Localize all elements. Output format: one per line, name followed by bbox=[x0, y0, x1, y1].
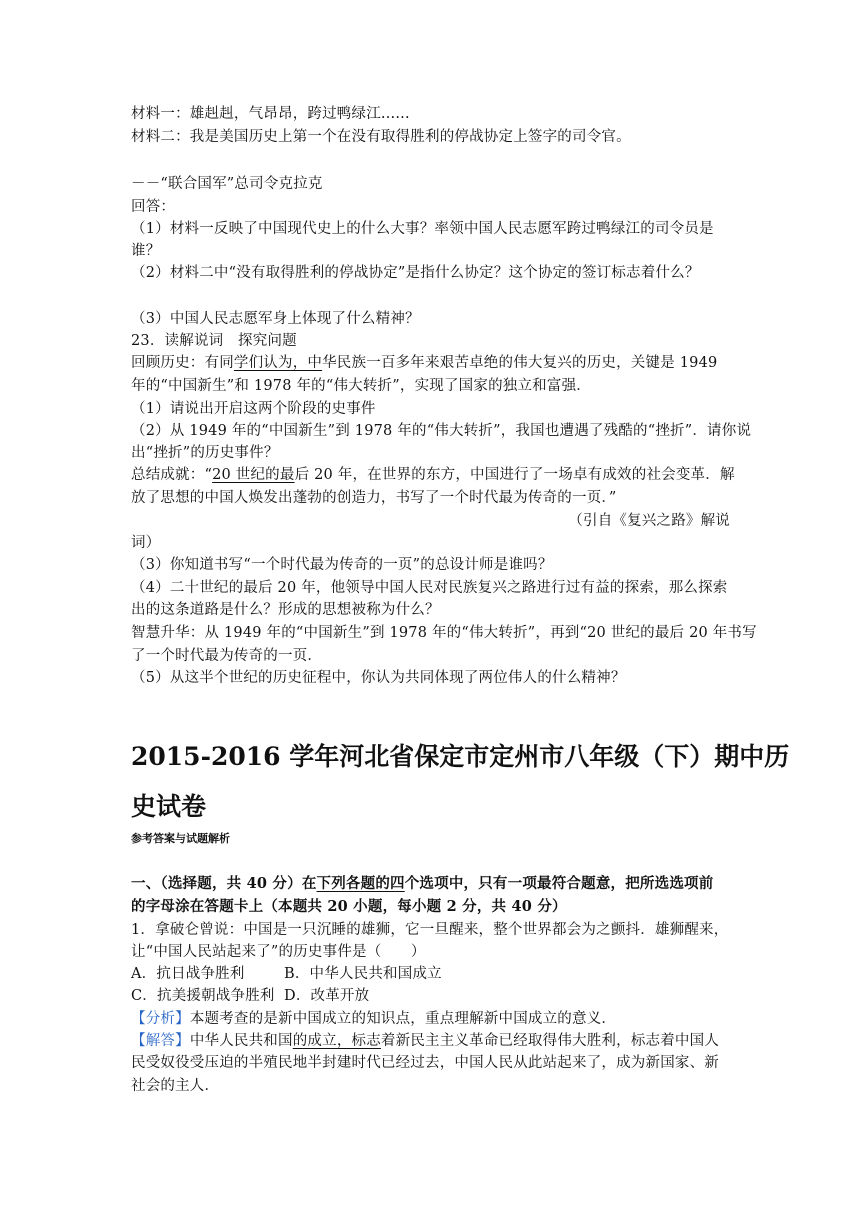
q23-summary-text-1: 总结成就：“ bbox=[131, 467, 213, 483]
solution-line3: 社会的主人． bbox=[131, 1078, 220, 1094]
solution-text-1: 中华人民共和国 bbox=[189, 1033, 293, 1049]
solution-underlined: 的成立，标志 bbox=[292, 1033, 381, 1049]
section1-text-2: 个选项中，只有一项最符合题意，把所选选项前 bbox=[404, 875, 714, 892]
solution-tag: 【解答】 bbox=[131, 1033, 190, 1049]
exam-title-line1: 2015-2016 学年河北省保定市定州市八年级（下）期中历 bbox=[131, 742, 790, 771]
q23-part5: （5）从这半个世纪的历史征程中，你认为共同体现了两位伟人的什么精神？ bbox=[131, 670, 626, 686]
q23-review-text-1: 回顾历史：有同 bbox=[131, 355, 234, 371]
q1-option-b: B．中华人民共和国成立 bbox=[284, 966, 442, 982]
q1-options-row2 bbox=[131, 985, 731, 1007]
material-1: 材料一：雄赳赳，气昂昂，跨过鸭绿江...... bbox=[131, 106, 410, 122]
material-2: 材料二：我是美国历史上第一个在没有取得胜利的停战协定上签字的司令官。 bbox=[131, 129, 631, 145]
q23-summary-underlined: 20 世纪的最 bbox=[212, 467, 295, 483]
section1-underlined: 下列各题的四 bbox=[316, 875, 405, 892]
solution-line1 bbox=[131, 1030, 731, 1052]
q23-citation-line1: （引自《复兴之路》解说 bbox=[568, 513, 730, 529]
q22-part1-line1: （1）材料一反映了中国现代史上的什么大事？率领中国人民志愿军跨过鸭绿江的司令员是 bbox=[131, 221, 714, 237]
solution-text-2: 着新民主主义革命已经取得伟大胜利，标志着中国人 bbox=[380, 1033, 720, 1049]
q1-option-d: D．改革开放 bbox=[284, 988, 370, 1004]
q23-wisdom-line1: 智慧升华：从 1949 年的“中国新生”到 1978 年的“伟大转折”，再到“20 世纪的最后 20 年书写 bbox=[131, 625, 757, 641]
q23-part4-line2: 出的这条道路是什么？形成的思想被称为什么？ bbox=[131, 602, 440, 618]
q22-part2: （2）材料二中“没有取得胜利的停战协定”是指什么协定？这个协定的签订标志着什么？ bbox=[131, 265, 700, 281]
q1-options-row1 bbox=[131, 963, 731, 985]
q23-part4-line1: （4）二十世纪的最后 20 年，他领导中国人民对民族复兴之路进行过有益的探索，那么探索 bbox=[131, 580, 728, 596]
q23-summary-line2: 放了思想的中国人焕发出蓬勃的创造力，书写了一个时代最为传奇的一页．” bbox=[131, 490, 617, 506]
q23-review-line1 bbox=[131, 352, 731, 374]
section1-line1 bbox=[131, 873, 731, 895]
analysis-line bbox=[131, 1008, 731, 1030]
q1-stem-line1: 1．拿破仑曾说：中国是一只沉睡的雄狮，它一旦醒来，整个世界都会为之颤抖．雄狮醒来， bbox=[131, 922, 729, 938]
section1-line2: 的字母涂在答题卡上（本题共 20 小题，每小题 2 分，共 40 分） bbox=[131, 898, 567, 915]
q23-review-line2: 年的“中国新生”和 1978 年的“伟大转折”，实现了国家的独立和富强． bbox=[131, 378, 591, 394]
analysis-text: 本题考查的是新中国成立的知识点，重点理解新中国成立的意义． bbox=[189, 1011, 617, 1027]
exam-title-line2: 史试卷 bbox=[131, 792, 207, 821]
answer-prompt: 回答： bbox=[131, 199, 176, 215]
q23-citation-line2: 词） bbox=[131, 535, 161, 551]
q23-summary-line1 bbox=[131, 464, 735, 486]
q1-option-a: A．抗日战争胜利 bbox=[131, 966, 245, 982]
material-2-source: －－“联合国军”总司令克拉克 bbox=[131, 176, 323, 192]
q23-part1: （1）请说出开启这两个阶段的史事件 bbox=[131, 401, 376, 417]
q23-review-underlined: 学们认为，中 bbox=[233, 355, 323, 371]
q23-wisdom-line2: 了一个时代最为传奇的一页． bbox=[131, 648, 323, 664]
q1-stem-line2: 让“中国人民站起来了”的历史事件是（ ） bbox=[131, 944, 426, 960]
answer-key-subtitle: 参考答案与试题解析 bbox=[131, 832, 230, 845]
solution-line2: 民受奴役受压迫的半殖民地半封建时代已经过去，中国人民从此站起来了，成为新国家、新 bbox=[131, 1055, 719, 1071]
q23-title: 23．读解说词 探究问题 bbox=[131, 333, 297, 349]
q23-part2-line2: 出“挫折”的历史事件？ bbox=[131, 445, 279, 461]
q23-review-text-2: 华民族一百多年来艰苦卓绝的伟大复兴的历史，关键是 1949 bbox=[322, 355, 718, 371]
section1-text-1: 一、（选择题，共 40 分）在 bbox=[131, 875, 317, 892]
q22-part3: （3）中国人民志愿军身上体现了什么精神？ bbox=[131, 311, 420, 327]
q1-option-c: C．抗美援朝战争胜利 bbox=[131, 988, 275, 1004]
q23-summary-text-2: 后 20 年，在世界的东方，中国进行了一场卓有成效的社会变革．解 bbox=[294, 467, 735, 483]
q23-part2-line1: （2）从 1949 年的“中国新生”到 1978 年的“伟大转折”，我国也遭遇了残酷的“挫折”．请你说 bbox=[131, 423, 752, 439]
analysis-tag: 【分析】 bbox=[131, 1011, 190, 1027]
q23-part3: （3）你知道书写“一个时代最为传奇的一页”的总设计师是谁吗？ bbox=[131, 557, 553, 573]
q22-part1-line2: 谁？ bbox=[131, 243, 161, 259]
